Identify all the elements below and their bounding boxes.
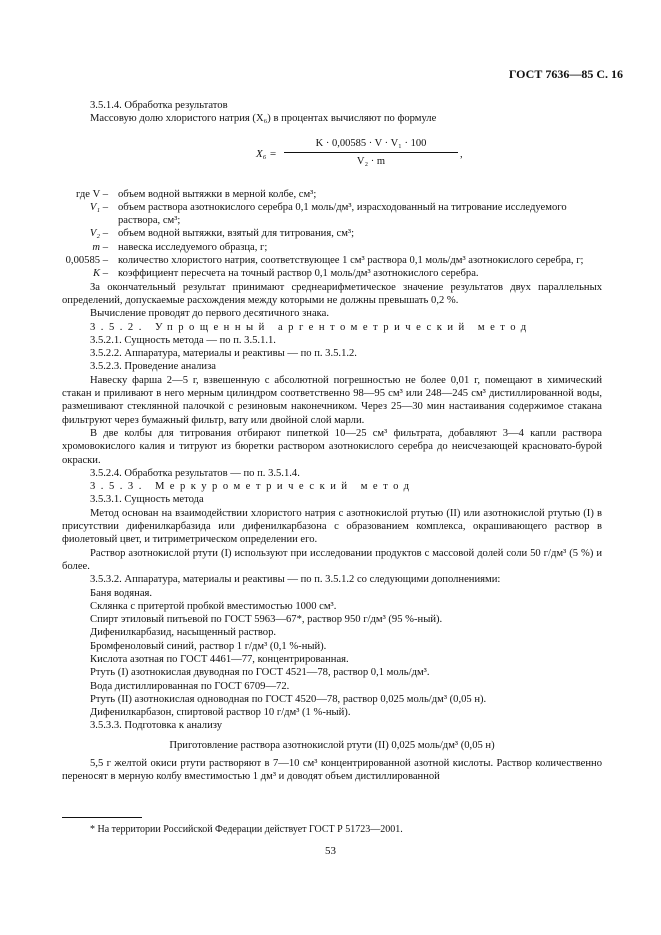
definition-text: количество хлористого натрия, соответствующее 1 см³ раствора 0,1 моль/дм³ азотнокислого серебра, г; [118, 255, 584, 267]
formula-denominator: V₂ · m [356, 155, 386, 167]
paragraph: Раствор азотнокислой ртути (I) используют при исследовании продуктов с массовой долей соли 50 г/дм³ (5 %) и более. [62, 547, 602, 572]
paragraph: Кислота азотная по ГОСТ 4461—77, концентрированная. [90, 653, 349, 665]
paragraph: Вычисление проводят до первого десятичного знака. [90, 308, 329, 320]
formula-fraction [284, 137, 458, 169]
footnote-rule [62, 817, 142, 818]
paragraph: 3.5.2.2. Аппаратура, материалы и реактивы — по п. 3.5.1.2. [90, 348, 357, 360]
running-header: ГОСТ 7636—85 С. 16 [508, 67, 623, 81]
paragraph: 3.5.2.3. Проведение анализа [90, 361, 216, 373]
definition-symbol: V₁ – [89, 201, 108, 213]
paragraph: 3.5.3.3. Подготовка к анализу [90, 720, 223, 732]
section-heading: 3.5.1.4. Обработка результатов [90, 100, 228, 111]
paragraph: Ртуть (I) азотнокислая двуводная по ГОСТ 4521—78, раствор 0,1 моль/дм³. [90, 667, 430, 679]
formula-lhs: X₆ = [256, 147, 277, 160]
paragraph: Баня водяная. [90, 587, 153, 599]
paragraph: Ртуть (II) азотнокислая одноводная по ГОСТ 4520—78, раствор 0,025 моль/дм³ (0,05 н). [90, 693, 487, 705]
definition-row [62, 267, 602, 280]
paragraph: Бромфеноловый синий, раствор 1 г/дм³ (0,1 %-ный). [90, 640, 327, 652]
paragraph: 3.5.3.2. Аппаратура, материалы и реактивы — по п. 3.5.1.2 со следующими дополнениями: [90, 574, 501, 586]
definition-text: объем водной вытяжки в мерной колбе, см³; [118, 188, 317, 200]
definition-symbol: где V – [76, 188, 108, 200]
paragraph: Навеску фарша 2—5 г, взвешенную с абсолютной погрешностью не более 0,01 г, помещают в химический стакан и приливают в него мерным цилиндром соответственно 98—95 см³ или 248—245 см³ дистиллированной воды, размешивают стеклянной палочкой с резиновым наконечником. Через 25—30 мин настаивания содержимое стакана фильтруют через бумажный фильтр, вату или двойной слой марли. [62, 374, 602, 426]
paragraph: 3.5.2. Упрощенный аргентометрический метод [90, 321, 532, 333]
paragraph: Дифенилкарбазон, спиртовой раствор 10 г/дм³ (1 %-ный). [90, 707, 351, 719]
definition-row [62, 201, 602, 228]
definition-text: навеска исследуемого образца, г; [118, 241, 268, 253]
definition-row [62, 188, 602, 201]
definition-text: объем раствора азотнокислого серебра 0,1 моль/дм³, израсходованный на титрование исследуемого раствора, см³; [118, 201, 567, 227]
definition-symbol: K – [92, 268, 108, 280]
definition-text: объем водной вытяжки, взятый для титрования, см³; [118, 228, 355, 240]
paragraph: 3.5.2.1. Сущность метода — по п. 3.5.1.1. [90, 334, 276, 346]
paragraph: 3.5.2.4. Обработка результатов — по п. 3.5.1.4. [90, 467, 300, 479]
page-number: 53 [325, 845, 336, 857]
body-paragraphs [62, 281, 602, 733]
formula-tail: , [460, 148, 463, 160]
definition-symbol: 0,00585 – [65, 255, 108, 267]
paragraph: Метод основан на взаимодействии хлористого натрия с азотнокислой ртутью (II) или азотнокислой ртутью (I) в присутствии дифенилкарбазида или дифенилкарбазона с образованием комплекса, окрашивающего раствор в фиолетовый цвет, и титриметрическом определении его. [62, 507, 602, 546]
definition-symbol: V₂ – [89, 228, 108, 240]
paragraph: Массовую долю хлористого натрия (X₆) в процентах вычисляют по формуле [90, 113, 437, 125]
paragraph: 3.5.3.1. Сущность метода [90, 494, 204, 506]
definition-row [62, 227, 602, 240]
paragraph: 5,5 г желтой окиси ртути растворяют в 7—10 см³ концентрированной азотной кислоты. Раствор количественно переносят в мерную колбу вместимостью 1 дм³ и доводят объем дистиллированной [62, 758, 602, 783]
paragraph: Спирт этиловый питьевой по ГОСТ 5963—67*, раствор 950 г/дм³ (95 %-ный). [90, 614, 443, 626]
paragraph: Вода дистиллированная по ГОСТ 6709—72. [90, 680, 290, 692]
subsection-title: Приготовление раствора азотнокислой ртути (II) 0,025 моль/дм³ (0,05 н) [169, 739, 495, 751]
paragraph: За окончательный результат принимают среднеарифметическое значение результатов двух параллельных определений, допускаемые расхождения между которыми не должны превышать 0,2 %. [62, 281, 602, 306]
definition-row [62, 254, 602, 267]
formula-numerator: K · 0,00585 · V · V₁ · 100 [284, 137, 458, 153]
paragraph: 3.5.3. Меркурометрический метод [90, 481, 415, 493]
footnote: * На территории Российской Федерации действует ГОСТ Р 51723—2001. [90, 824, 403, 835]
paragraph: В две колбы для титрования отбирают пипеткой 10—25 см³ фильтрата, добавляют 3—4 капли раствора хромовокислого калия и титруют из бюретки раствором азотнокислого серебра до неисчезающей красновато-бурой окраски. [62, 427, 602, 466]
variable-definitions [62, 188, 602, 281]
formula [62, 132, 602, 184]
definition-row [62, 241, 602, 254]
definition-symbol: m – [92, 241, 108, 253]
definition-text: коэффициент пересчета на точный раствор 0,1 моль/дм³ азотнокислого серебра. [118, 268, 479, 280]
paragraph: Дифенилкарбазид, насыщенный раствор. [90, 627, 277, 639]
page-body [62, 99, 602, 784]
paragraph: Склянка с притертой пробкой вместимостью 1000 см³. [90, 600, 337, 612]
